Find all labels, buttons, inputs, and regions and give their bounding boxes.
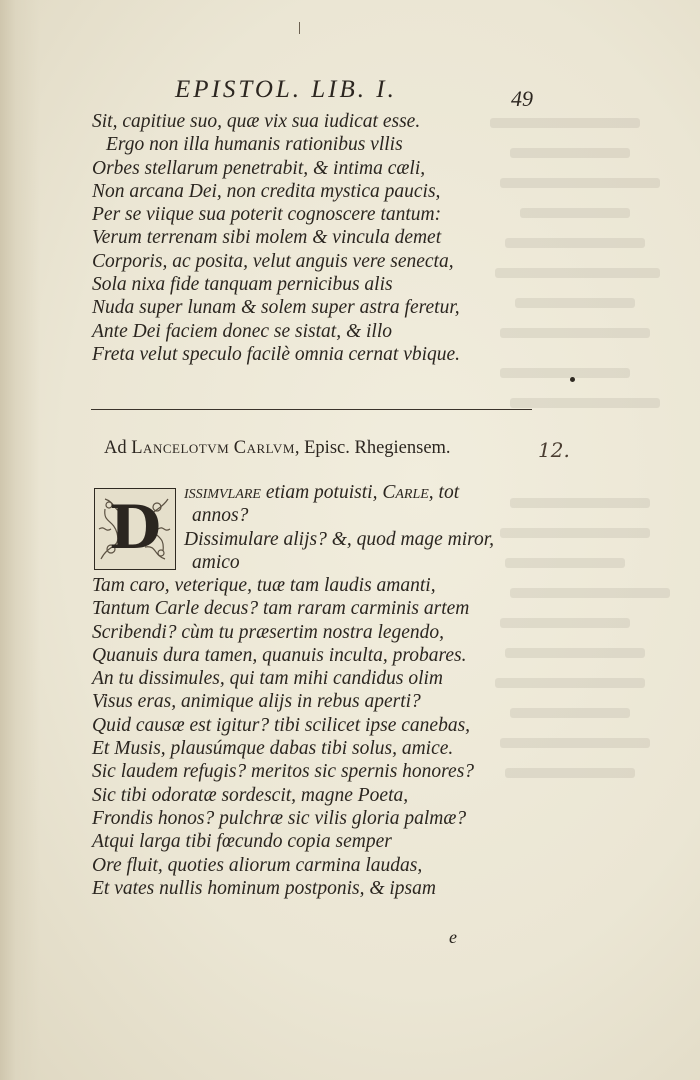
verse-line: Sola nixa fide tanquam pernicibus alis xyxy=(92,274,393,296)
verse-line: Ergo non illa humanis rationibus vllis xyxy=(106,134,403,156)
heading-prefix: Ad xyxy=(104,438,127,458)
show-through-lines xyxy=(470,100,690,820)
top-verse-block xyxy=(92,110,460,366)
opening-text: etiam potuisti, xyxy=(260,482,383,503)
top-fold-mark xyxy=(299,22,300,34)
verse-line: Orbes stellarum penetrabit, & intima cæli, xyxy=(92,157,426,179)
decorated-initial xyxy=(94,488,176,570)
verse-line: Atqui larga tibi fœcundo copia semper xyxy=(92,831,392,853)
verse-line: Corporis, ac posita, velut anguis vere senecta, xyxy=(92,250,454,272)
verse-line: Quanuis dura tamen, quanuis inculta, probares. xyxy=(92,644,467,666)
ink-dot xyxy=(570,377,575,382)
epistle-verse-block xyxy=(92,574,474,900)
handwritten-marginal-number: 12. xyxy=(538,438,570,462)
verse-line: Frondis honos? pulchræ sic vilis gloria palmæ? xyxy=(92,807,467,829)
section-rule xyxy=(91,409,532,410)
verse-line: Et vates nullis hominum postponis, & ipsam xyxy=(92,877,436,899)
verse-line: Tam caro, veterique, tuæ tam laudis amanti, xyxy=(92,575,436,596)
verse-line: Tantum Carle decus? tam raram carminis artem xyxy=(92,598,470,620)
show-through-texture xyxy=(470,100,690,820)
verse-line: Quid causæ est igitur? tibi scilicet ipse canebas, xyxy=(92,714,471,736)
verse-line: Ore fluit, quoties aliorum carmina laudas, xyxy=(92,854,423,876)
opening-small-caps: issimvlare xyxy=(184,482,261,503)
heading-suffix: , Episc. Rhegiensem. xyxy=(294,438,451,458)
page-gutter-shadow xyxy=(0,0,40,1080)
opening-line: Dissimulare alijs? &, quod mage miror, xyxy=(184,528,495,550)
verse-line: Sit, capitiue suo, quæ vix sua iudicat esse. xyxy=(92,111,421,132)
opening-line: amico xyxy=(192,551,240,573)
verse-line: Et Musis, plausúmque dabas tibi solus, amice. xyxy=(92,738,454,760)
page-number: 49 xyxy=(511,86,533,111)
heading-name-first: Lancelotvm xyxy=(131,438,230,458)
epistle-heading xyxy=(104,438,451,459)
running-head: EPISTOL. LIB. I. xyxy=(175,76,397,103)
initial-letter: D xyxy=(108,493,162,563)
verse-line: Scribendi? cùm tu præsertim nostra legendo, xyxy=(92,621,445,643)
opening-line: annos? xyxy=(192,505,249,527)
opening-name: Carle xyxy=(382,482,429,503)
verse-line: Nuda super lunam & solem super astra feretur, xyxy=(92,297,460,319)
epistle-opening xyxy=(184,481,494,574)
verse-line: Freta velut speculo facilè omnia cernat vbique. xyxy=(92,343,461,365)
verse-line: Verum terrenam sibi molem & vincula demet xyxy=(92,227,442,249)
verse-line: Sic laudem refugis? meritos sic spernis honores? xyxy=(92,761,475,783)
verse-line: Visus eras, animique alijs in rebus aperti? xyxy=(92,691,421,713)
opening-line xyxy=(184,481,494,504)
verse-line: An tu dissimules, qui tam mihi candidus olim xyxy=(92,668,443,690)
heading-name-second: Carlvm xyxy=(233,438,295,458)
opening-end: , tot xyxy=(428,482,460,503)
verse-line: Per se viique sua poterit cognoscere tantum: xyxy=(92,204,442,226)
verse-line: Non arcana Dei, non credita mystica paucis, xyxy=(92,180,441,202)
catchword: e xyxy=(449,927,457,947)
verse-line: Ante Dei faciem donec se sistat, & illo xyxy=(92,320,393,342)
verse-line: Sic tibi odoratæ sordescit, magne Poeta, xyxy=(92,784,409,806)
